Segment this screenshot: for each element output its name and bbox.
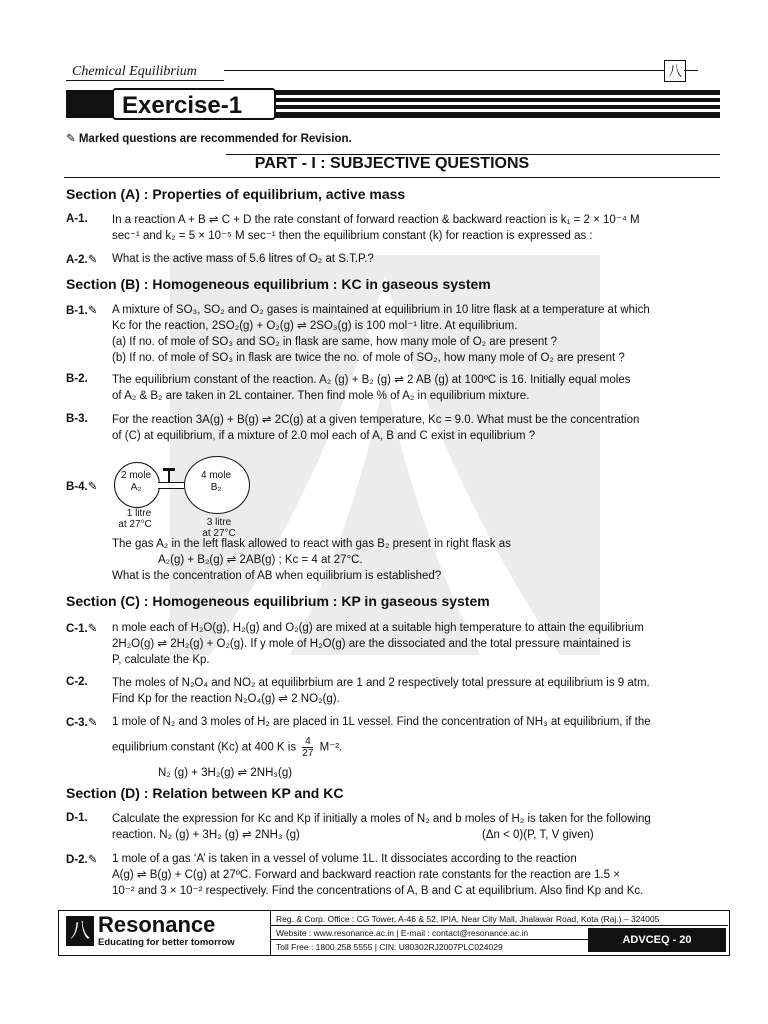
page-code: ADVCEQ - 20	[588, 928, 726, 952]
question-b1: A mixture of SO₃, SO₂ and O₂ gases is maintained at equilibrium in 10 litre flask at a temperature at which Kc for the reaction, 2SO₂(g) + O₂(g) ⇌ 2SO₃(g) is 100 mol⁻¹ litre. At equilibrium. (a) If no. of mole of SO₃ and SO₂ in flask are same, how many mole of O₂ are present ? (b) If no. of mole of SO₃ in flask are twice the no. of mole of SO₂, how many mole of O₂ are present ?	[112, 304, 650, 364]
question-c1: n mole each of H₂O(g), H₂(g) and O₂(g) are mixed at a suitable high temperature to attain the equilibrium 2H₂O(g) ⇌ 2H₂(g) + O₂(g). If y mole of H₂O(g) are the dissociated and the total pressure maintained is P, calculate the Kp.	[112, 622, 644, 666]
question-label: D-1.	[66, 812, 88, 824]
part-title: PART - I : SUBJECTIVE QUESTIONS	[254, 155, 530, 172]
footer-tollfree: Toll Free : 1800 258 5555 | CIN: U80302RJ2007PLC024029	[276, 942, 503, 952]
question-label: A-2.✎	[66, 254, 98, 266]
section-d-heading: Section (D) : Relation between KP and KC	[66, 785, 344, 801]
footer-office: Reg. & Corp. Office : CG Tower, A-46 & 52, IPIA, Near City Mall, Jhalawar Road, Kota (Raj.) – 324005	[276, 914, 660, 924]
resonance-logo: 八 Resonance Educating for better tomorrow	[64, 912, 264, 952]
question-a1: In a reaction A + B ⇌ C + D the rate constant of forward reaction & backward reaction is k₁ = 2 × 10⁻⁴ M sec⁻¹ and k₂ = 5 × 10⁻⁵ M sec⁻¹ then the equilibrium constant (k) for reaction is expressed as :	[112, 214, 640, 242]
question-label: C-2.	[66, 676, 88, 688]
flask-label: A₂	[130, 482, 142, 493]
question-d1: Calculate the expression for Kc and Kp if initially a moles of N₂ and b moles of H₂ is taken for the following reaction. N₂ (g) + 3H₂ (g) ⇌ 2NH₃ (g) (Δn < 0)(P, T, V given)	[112, 813, 651, 841]
question-label: B-1.✎	[66, 305, 98, 317]
question-label: B-4.✎	[66, 481, 98, 493]
question-label: A-1.	[66, 213, 88, 225]
question-label: D-2.✎	[66, 854, 98, 866]
flask-temp: at 27°C	[118, 519, 152, 530]
flask-volume: 1 litre	[126, 508, 152, 519]
exercise-title: Exercise-1	[112, 88, 276, 120]
section-c-heading: Section (C) : Homogeneous equilibrium : KP in gaseous system	[66, 593, 490, 609]
question-label: B-3.	[66, 413, 88, 425]
flask-temp: at 27°C	[202, 528, 236, 539]
flask-volume: 3 litre	[206, 517, 232, 528]
question-b3: For the reaction 3A(g) + B(g) ⇌ 2C(g) at a given temperature, Kc = 9.0. What must be the concentration of (C) at equilibrium, if a mixture of 2.0 mol each of A, B and C exist in equilibrium ?	[112, 414, 640, 442]
question-d2: 1 mole of a gas ‘A’ is taken in a vessel of volume 1L. It dissociates according to the reaction A(g) ⇌ B(g) + C(g) at 27ºC. Forward and backward reaction rate constants for the reaction are 1.5 × 10⁻² and 3 × 10⁻² respectively. Find the concentrations of A, B and C at equilibrium. Also find Kp and Kc.	[112, 853, 644, 897]
section-a-heading: Section (A) : Properties of equilibrium, active mass	[66, 186, 406, 202]
footer-website[interactable]: Website : www.resonance.ac.in | E-mail : contact@resonance.ac.in	[276, 928, 529, 938]
chapter-title: Chemical Equilibrium	[72, 64, 197, 79]
flask-label: 4 mole	[200, 470, 231, 481]
question-label: C-3.✎	[66, 717, 98, 729]
flask-label: B₂	[210, 482, 222, 493]
resonance-mini-logo-icon: 八	[664, 60, 686, 82]
fraction-denominator: 27	[302, 748, 314, 759]
flask-label: 2 mole	[120, 470, 151, 481]
fraction-numerator: 4	[302, 736, 313, 748]
question-b4: The gas A₂ in the left flask allowed to react with gas B₂ present in right flask as A₂(g) + B₂(g) ⇌ 2AB(g) ; Kc = 4 at 27°C. What is the concentration of AB when equilibrium is established?	[112, 538, 511, 582]
logo-icon: 八	[66, 916, 94, 946]
question-label: B-2.	[66, 373, 88, 385]
question-b2: The equilibrium constant of the reaction. A₂ (g) + B₂ (g) ⇌ 2 AB (g) at 100ºC is 16. Initially equal moles of A₂ & B₂ are taken in 2L container. Then find mole % of A₂ in equilibrium mixture.	[112, 374, 631, 402]
question-a2: What is the active mass of 5.6 litres of O₂ at S.T.P.?	[112, 253, 374, 265]
question-c2: The moles of N₂O₄ and NO₂ at equilibrbium are 1 and 2 respectively total pressure at equilibrium is 9 atm. Find Kp for the reaction N₂O₄(g) ⇌ 2 NO₂(g).	[112, 677, 650, 705]
section-b-heading: Section (B) : Homogeneous equilibrium : KC in gaseous system	[66, 276, 491, 292]
revision-note: ✎ Marked questions are recommended for Revision.	[66, 133, 352, 145]
question-c3: 1 mole of N₂ and 3 moles of H₂ are placed in 1L vessel. Find the concentration of NH₃ at equilibrium, if the equilibrium constant (Kc) at 400 K is $\frac{4}{27}$ M⁻². N₂ (g) + 3H₂(g) ⇌ 2NH₃(g)	[112, 716, 651, 779]
question-label: C-1.✎	[66, 623, 98, 635]
